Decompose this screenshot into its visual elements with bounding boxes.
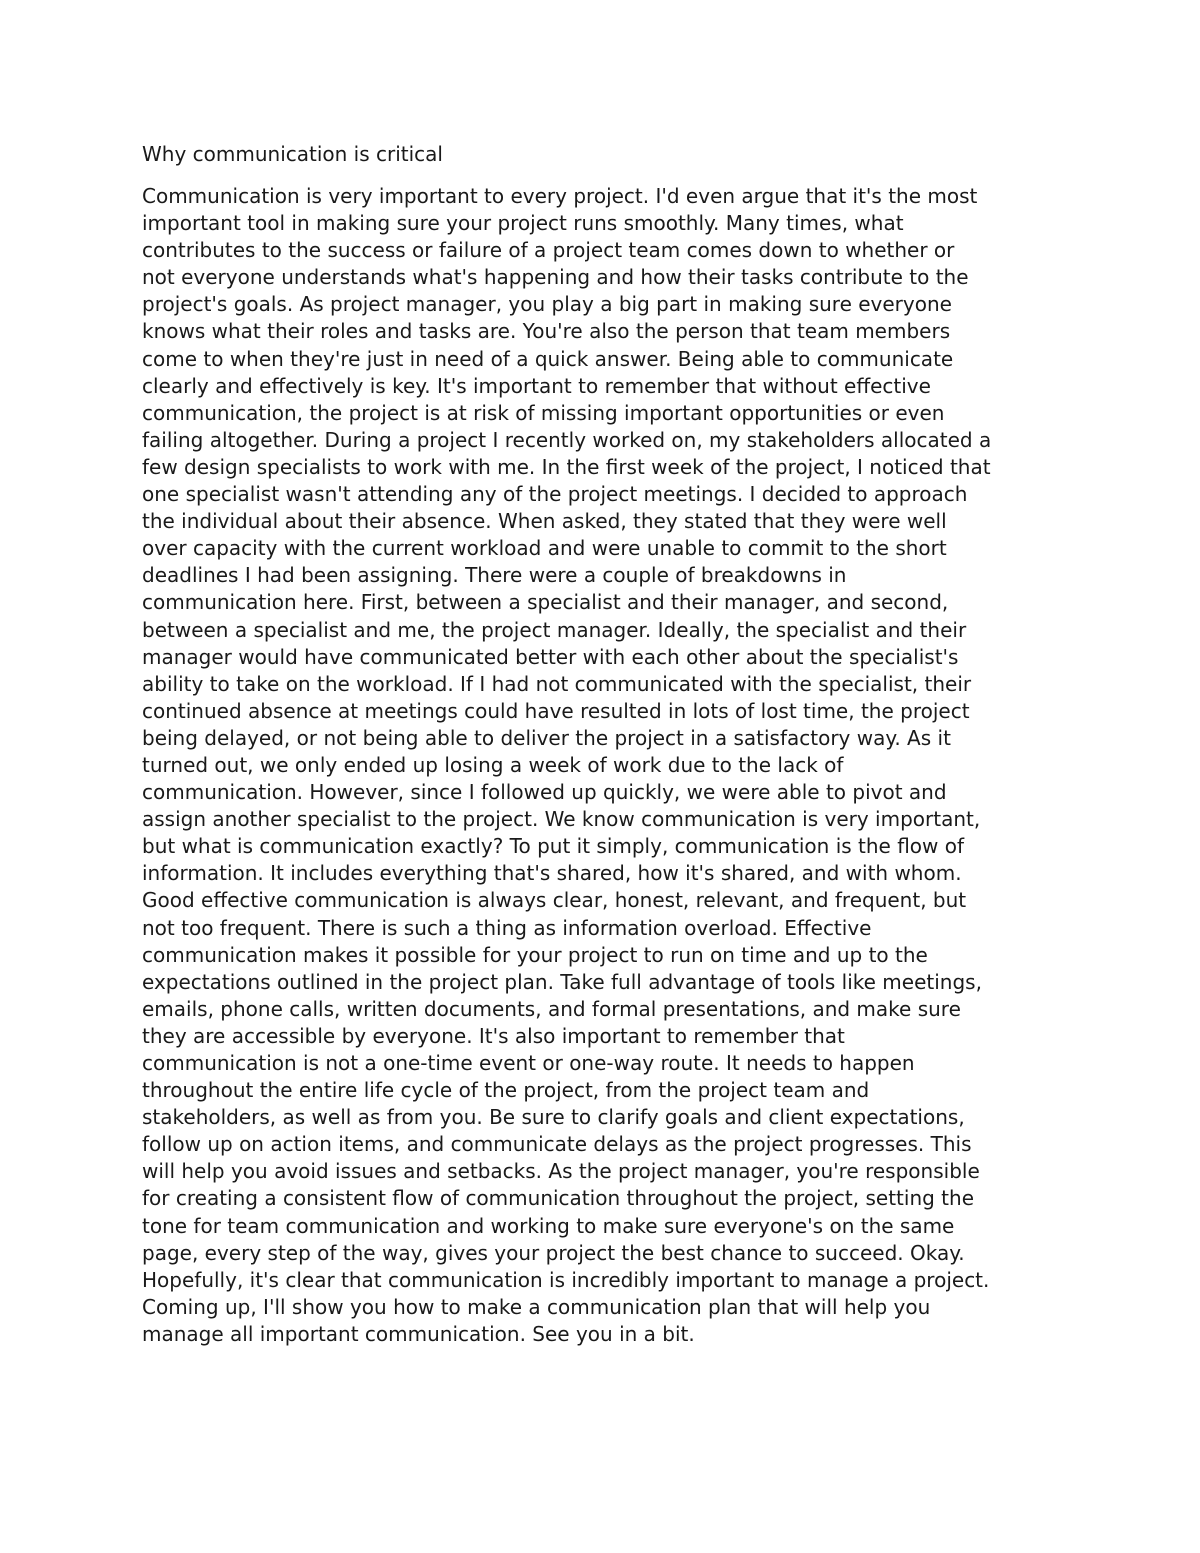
body-text-line: come to when they're just in need of a quick answer. Being able to communicate <box>142 346 954 371</box>
body-text-line: communication. However, since I followed up quickly, we were able to pivot and <box>142 780 947 805</box>
body-text-line: communication, the project is at risk of missing important opportunities or even <box>142 400 945 425</box>
body-text-line: communication is not a one-time event or one-way route. It needs to happen <box>142 1051 915 1075</box>
body-text-line: they are accessible by everyone. It's also important to remember that <box>142 1023 845 1048</box>
body-text-line: being delayed, or not being able to deliver the project in a satisfactory way. As it <box>142 725 951 750</box>
body-text-line: throughout the entire life cycle of the project, from the project team and <box>142 1078 870 1103</box>
body-text-line: will help you avoid issues and setbacks. As the project manager, you're responsible <box>142 1159 980 1184</box>
body-text-line: Communication is very important to every project. I'd even argue that it's the most <box>142 184 978 208</box>
body-text-line: information. It includes everything that's shared, how it's shared, and with whom. <box>142 861 962 886</box>
body-text-line: knows what their roles and tasks are. You're also the person that team members <box>142 319 951 344</box>
body-text-line: deadlines I had been assigning. There were a couple of breakdowns in <box>142 563 847 588</box>
body-text-line: failing altogether. During a project I recently worked on, my stakeholders allocated a <box>142 427 992 452</box>
document-body <box>142 183 1082 1348</box>
body-text-line: not everyone understands what's happening and how their tasks contribute to the <box>142 265 969 290</box>
body-text-line: expectations outlined in the project plan. Take full advantage of tools like meetings, <box>142 969 982 994</box>
body-text-line: manager would have communicated better with each other about the specialist's <box>142 644 959 669</box>
body-text-line: clearly and effectively is key. It's important to remember that without effective <box>142 373 931 398</box>
body-text-line: assign another specialist to the project. We know communication is very important, <box>142 807 981 832</box>
body-text-line: important tool in making sure your project runs smoothly. Many times, what <box>142 211 904 236</box>
body-text-line: but what is communication exactly? To put it simply, communication is the flow of <box>142 834 965 859</box>
body-text-line: communication here. First, between a specialist and their manager, and second, <box>142 590 949 615</box>
body-text-line: over capacity with the current workload and were unable to commit to the short <box>142 536 947 561</box>
body-text-line: tone for team communication and working to make sure everyone's on the same <box>142 1213 955 1238</box>
body-text-line: Hopefully, it's clear that communication is incredibly important to manage a project. <box>142 1267 990 1292</box>
body-text-line: few design specialists to work with me. In the first week of the project, I noticed that <box>142 454 991 479</box>
body-text-line: page, every step of the way, gives your project the best chance to succeed. Okay. <box>142 1240 965 1265</box>
body-text-line: Coming up, I'll show you how to make a communication plan that will help you <box>142 1294 931 1319</box>
body-text-line: stakeholders, as well as from you. Be sure to clarify goals and client expectations, <box>142 1105 965 1130</box>
body-text-line: one specialist wasn't attending any of the project meetings. I decided to approach <box>142 482 968 507</box>
body-text-line: manage all important communication. See you in a bit. <box>142 1321 695 1346</box>
document-title: Why communication is critical <box>142 142 443 166</box>
body-text-line: not too frequent. There is such a thing as information overload. Effective <box>142 915 872 940</box>
body-text-line: continued absence at meetings could have resulted in lots of lost time, the project <box>142 698 970 723</box>
body-text-line: contributes to the success or failure of a project team comes down to whether or <box>142 238 955 263</box>
body-text-line: the individual about their absence. When asked, they stated that they were well <box>142 509 947 534</box>
body-text-line: ability to take on the workload. If I had not communicated with the specialist, their <box>142 671 972 696</box>
body-text-line: follow up on action items, and communicate delays as the project progresses. This <box>142 1132 972 1157</box>
body-text-line: between a specialist and me, the project manager. Ideally, the specialist and their <box>142 617 967 642</box>
body-text-line: for creating a consistent flow of communication throughout the project, setting the <box>142 1186 974 1211</box>
body-text-line: project's goals. As project manager, you play a big part in making sure everyone <box>142 292 952 317</box>
body-text-line: emails, phone calls, written documents, and formal presentations, and make sure <box>142 996 961 1021</box>
body-text-line: communication makes it possible for your project to run on time and up to the <box>142 942 928 967</box>
body-text-line: turned out, we only ended up losing a week of work due to the lack of <box>142 752 844 777</box>
document-page <box>142 139 1082 1348</box>
body-text-line: Good effective communication is always clear, honest, relevant, and frequent, but <box>142 888 967 913</box>
